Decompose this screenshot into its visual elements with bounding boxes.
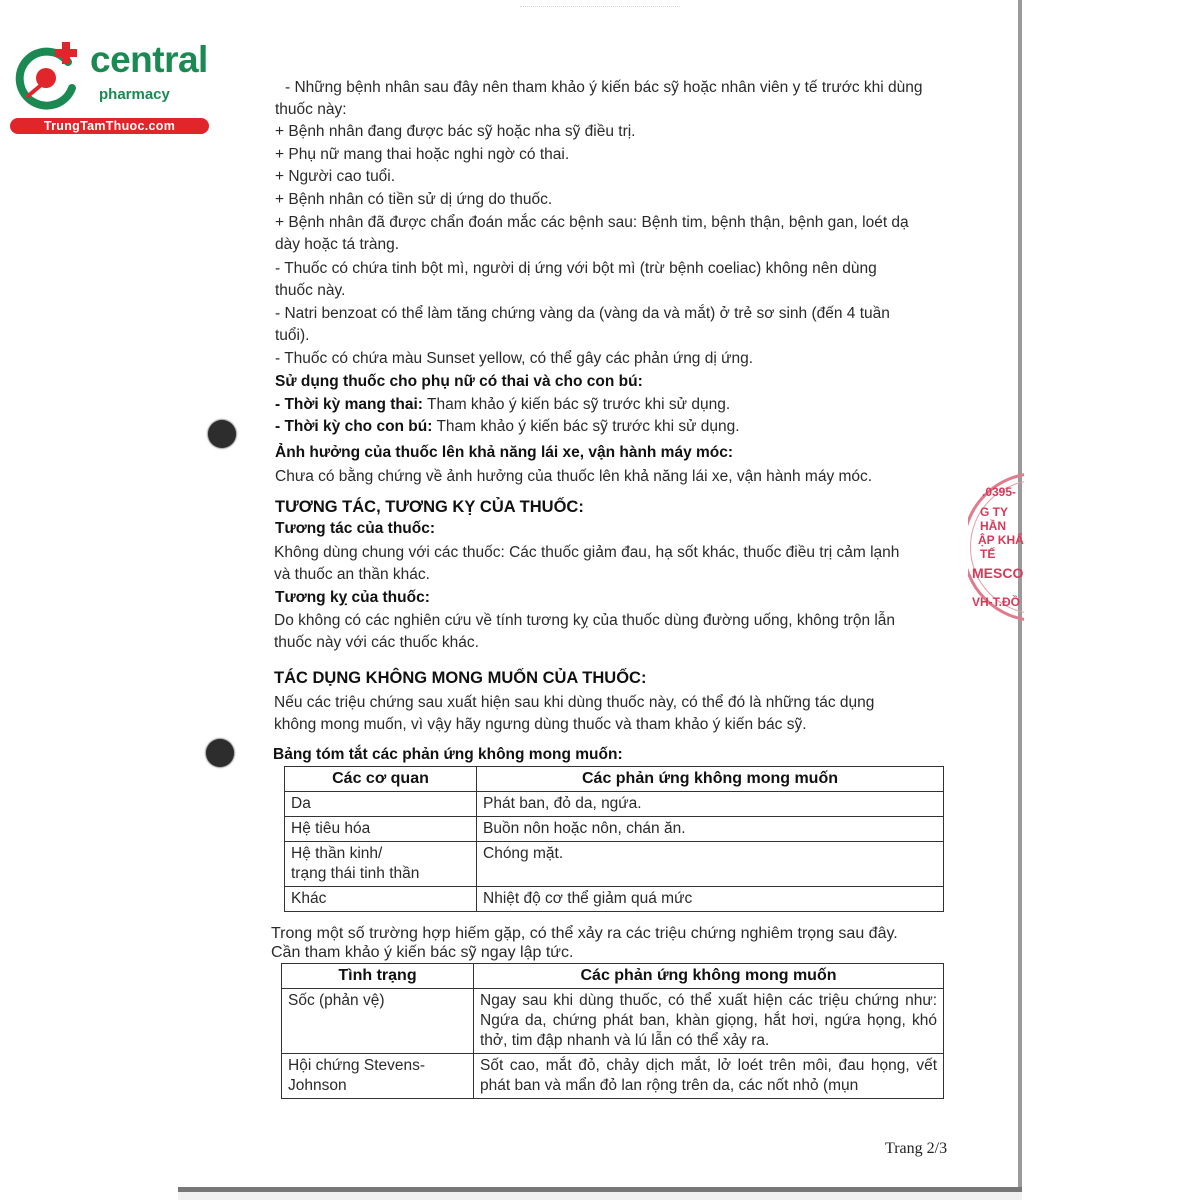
reaction-cell: Sốt cao, mắt đỏ, chảy dịch mắt, lở loét trên môi, đau họng, vết phát ban và mẩn đỏ lan rộng trên da, các nốt nhỏ (mụn [474,1054,944,1099]
pregnancy-text: Tham khảo ý kiến bác sỹ trước khi sử dụng. [422,396,731,413]
reaction-cell: Ngay sau khi dùng thuốc, có thể xuất hiện các triệu chứng như: Ngứa da, chứng phát ban, khàn giọng, hắt hơi, ngứa họng, khó thở, tim đập nhanh và lú lẫn có thể xảy ra. [474,989,944,1054]
adverse-line: không mong muốn, vì vậy hãy ngưng dùng thuốc và tham khảo ý kiến bác sỹ. [274,716,807,733]
table-header: Tình trạng [282,964,474,989]
breastfeeding-label: - Thời kỳ cho con bú: [275,418,433,435]
interaction-section-title: TƯƠNG TÁC, TƯƠNG KỴ CỦA THUỐC: [275,498,584,516]
body-line: thuốc này. [275,282,346,299]
page-number: Trang 2/3 [885,1140,948,1157]
stamp-text: ẬP KHẨ [978,533,1024,547]
stamp-text: HẦN [980,519,1006,533]
company-stamp [968,472,1024,622]
page-shadow [178,1192,1022,1200]
table-header: Các cơ quan [285,767,477,792]
table-header-row [285,767,944,792]
incompat-line: Do không có các nghiên cứu về tính tương kỵ của thuốc dùng đường uống, không trộn lẫn [274,612,896,629]
body-line: + Bệnh nhân đang được bác sỹ hoặc nha sỹ điều trị. [275,123,636,140]
body-line: thuốc này: [275,101,347,118]
interaction-line: và thuốc an thần khác. [274,566,430,583]
body-line: + Phụ nữ mang thai hoặc nghi ngờ có thai. [275,146,570,163]
table-row [282,1054,944,1099]
stamp-text: VH-T.ĐỒ [972,595,1020,609]
body-line: - Những bệnh nhân sau đây nên tham khảo ý kiến bác sỹ hoặc nhân viên y tế trước khi dùng [285,79,923,96]
logo-name: central [90,39,208,80]
body-line: + Người cao tuổi. [275,168,396,185]
reaction-cell: Nhiệt độ cơ thể giảm quá mức [477,887,944,912]
incompat-heading: Tương kỵ của thuốc: [275,589,430,606]
rare-line: Trong một số trường hợp hiếm gặp, có thể xảy ra các triệu chứng nghiêm trọng sau đây. [271,925,898,942]
body-line: - Thuốc có chứa màu Sunset yellow, có thể gây các phản ứng dị ứng. [275,350,754,367]
pregnancy-heading: Sử dụng thuốc cho phụ nữ có thai và cho con bú: [275,373,643,390]
table-header-row [282,964,944,989]
driving-text: Chưa có bằng chứng về ảnh hưởng của thuốc lên khả năng lái xe, vận hành máy móc. [275,468,873,485]
adverse-reactions-table [284,766,944,912]
table-header: Các phản ứng không mong muốn [474,964,944,989]
table-row [285,817,944,842]
interaction-line: Không dùng chung với các thuốc: Các thuốc giảm đau, hạ sốt khác, thuốc điều trị cảm lạnh [274,544,900,561]
driving-heading: Ảnh hưởng của thuốc lên khả năng lái xe, vận hành máy móc: [275,444,734,461]
body-line: dày hoặc tá tràng. [275,236,400,253]
table-row [285,792,944,817]
breastfeeding-line [275,417,740,437]
organ-cell: Hệ thần kinh/ trạng thái tinh thần [285,842,477,887]
table-row [285,887,944,912]
incompat-line: thuốc này với các thuốc khác. [274,634,479,651]
stamp-text: .0395- [982,485,1017,499]
logo-subtitle: pharmacy [99,86,170,103]
summary-heading: Bảng tóm tắt các phản ứng không mong muốn: [273,746,623,763]
condition-cell: Hội chứng Stevens- Johnson [282,1054,474,1099]
reaction-cell: Chóng mặt. [477,842,944,887]
body-line: tuổi). [275,327,310,344]
body-line: - Thuốc có chứa tinh bột mì, người dị ứng với bột mì (trừ bệnh coeliac) không nên dùng [275,260,877,277]
stamp-text: TẾ [980,547,996,561]
logo-website: TrungTamThuoc.com [10,118,209,134]
table-header: Các phản ứng không mong muốn [477,767,944,792]
scan-artifact [520,6,680,11]
serious-reactions-table [281,963,944,1099]
interaction-heading: Tương tác của thuốc: [275,520,436,537]
stamp-text: G TY [980,505,1009,519]
central-pharmacy-logo [10,40,215,135]
adverse-line: Nếu các triệu chứng sau xuất hiện sau khi dùng thuốc này, có thể đó là những tác dụng [274,694,875,711]
organ-cell: Da [285,792,477,817]
pregnancy-label: - Thời kỳ mang thai: [275,396,423,413]
table-row [282,989,944,1054]
body-line: - Natri benzoat có thể làm tăng chứng vàng da (vàng da và mắt) ở trẻ sơ sinh (đến 4 tuần [275,305,890,322]
table-row [285,842,944,887]
punch-hole [206,739,234,767]
breastfeeding-text: Tham khảo ý kiến bác sỹ trước khi sử dụng. [432,418,740,435]
adverse-section-title: TÁC DỤNG KHÔNG MONG MUỐN CỦA THUỐC: [274,669,647,687]
logo-mark-icon [10,40,90,116]
stamp-text: MESCO [972,565,1024,581]
body-line: + Bệnh nhân đã được chẩn đoán mắc các bệnh sau: Bệnh tim, bệnh thận, bệnh gan, loét dạ [275,214,909,231]
organ-cell: Hệ tiêu hóa [285,817,477,842]
condition-cell: Sốc (phản vệ) [282,989,474,1054]
punch-hole [208,420,236,448]
pregnancy-line [275,395,730,415]
reaction-cell: Phát ban, đỏ da, ngứa. [477,792,944,817]
organ-cell: Khác [285,887,477,912]
reaction-cell: Buồn nôn hoặc nôn, chán ăn. [477,817,944,842]
body-line: + Bệnh nhân có tiền sử dị ứng do thuốc. [275,191,553,208]
rare-line: Cần tham khảo ý kiến bác sỹ ngay lập tức. [271,944,574,961]
